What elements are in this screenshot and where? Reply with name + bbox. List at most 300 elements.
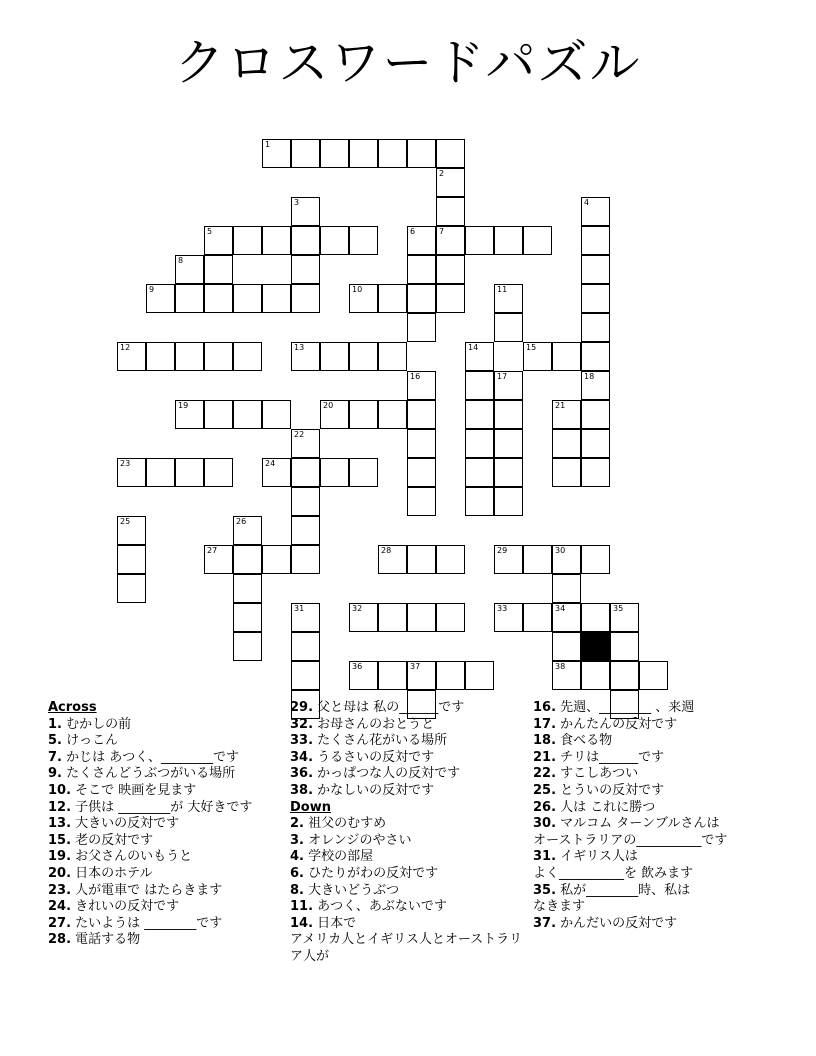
grid-cell[interactable] bbox=[581, 429, 610, 458]
grid-cell[interactable] bbox=[262, 458, 291, 487]
grid-cell[interactable] bbox=[494, 226, 523, 255]
clue-text: うるさいの反対です bbox=[313, 749, 435, 765]
clue-number: 1 bbox=[265, 140, 271, 149]
grid-cell[interactable] bbox=[494, 429, 523, 458]
clue-item bbox=[48, 717, 284, 734]
clue-text: 父と母は 私の______です bbox=[313, 700, 465, 715]
grid-cell[interactable] bbox=[407, 255, 436, 284]
grid-cell[interactable] bbox=[233, 516, 262, 545]
clue-number: 19 bbox=[178, 401, 189, 410]
across-clue-list bbox=[48, 717, 284, 949]
grid-cell[interactable] bbox=[291, 661, 320, 690]
clue-number: 10 bbox=[352, 285, 363, 294]
clue-item bbox=[533, 783, 773, 800]
clue-number: 22. bbox=[533, 766, 557, 782]
grid-cell[interactable] bbox=[552, 603, 581, 632]
clue-text: ひたりがわの反対です bbox=[303, 865, 439, 881]
grid-cell[interactable] bbox=[117, 458, 146, 487]
clue-number: 9 bbox=[149, 285, 155, 294]
grid-cell[interactable] bbox=[494, 400, 523, 429]
grid-cell[interactable] bbox=[349, 226, 378, 255]
grid-cell[interactable] bbox=[175, 458, 204, 487]
clue-item bbox=[290, 700, 528, 717]
grid-cell[interactable] bbox=[291, 226, 320, 255]
grid-cell[interactable] bbox=[523, 545, 552, 574]
clue-text: かなしいの反対です bbox=[313, 782, 435, 798]
clue-item bbox=[48, 866, 284, 883]
clue-text: 学校の部屋 bbox=[303, 849, 374, 865]
grid-cell[interactable] bbox=[494, 603, 523, 632]
clue-item bbox=[533, 816, 773, 849]
clue-number: 30 bbox=[555, 546, 566, 555]
grid-cell[interactable] bbox=[117, 545, 146, 574]
clue-number: 28 bbox=[381, 546, 392, 555]
grid-cell[interactable] bbox=[552, 342, 581, 371]
grid-cell[interactable] bbox=[581, 197, 610, 226]
clue-number: 35 bbox=[613, 604, 624, 613]
clue-number: 13. bbox=[48, 816, 72, 832]
grid-cell[interactable] bbox=[436, 255, 465, 284]
clue-item bbox=[533, 750, 773, 767]
clue-text: とういの反対です bbox=[556, 782, 665, 798]
grid-cell[interactable] bbox=[407, 545, 436, 574]
grid-cell[interactable] bbox=[407, 487, 436, 516]
clue-number: 2. bbox=[290, 816, 304, 832]
grid-cell[interactable] bbox=[610, 632, 639, 661]
grid-cell[interactable] bbox=[349, 603, 378, 632]
grid-cell[interactable] bbox=[175, 400, 204, 429]
grid-cell[interactable] bbox=[233, 574, 262, 603]
grid-cell[interactable] bbox=[175, 342, 204, 371]
clue-item bbox=[290, 766, 528, 783]
clue-text: 老の反対です bbox=[71, 832, 154, 848]
grid-cell[interactable] bbox=[146, 458, 175, 487]
grid-cell[interactable] bbox=[581, 603, 610, 632]
clue-text: かじは あつく、________です bbox=[61, 749, 239, 765]
grid-cell[interactable] bbox=[436, 603, 465, 632]
grid-cell[interactable] bbox=[320, 400, 349, 429]
grid-cell[interactable] bbox=[291, 139, 320, 168]
clue-number: 21 bbox=[555, 401, 566, 410]
grid-cell[interactable] bbox=[204, 458, 233, 487]
grid-cell[interactable] bbox=[610, 603, 639, 632]
grid-cell[interactable] bbox=[204, 226, 233, 255]
grid-cell[interactable] bbox=[291, 197, 320, 226]
grid-cell[interactable] bbox=[320, 458, 349, 487]
clue-number: 29. bbox=[290, 700, 314, 715]
grid-cell[interactable] bbox=[407, 139, 436, 168]
clue-text: たくさん花がいる場所 bbox=[313, 733, 448, 749]
clue-item bbox=[48, 849, 284, 866]
grid-cell[interactable] bbox=[407, 429, 436, 458]
grid-cell[interactable] bbox=[494, 284, 523, 313]
grid-cell[interactable] bbox=[552, 400, 581, 429]
clue-number: 14 bbox=[468, 343, 479, 352]
grid-cell[interactable] bbox=[407, 284, 436, 313]
clue-number: 32 bbox=[352, 604, 363, 613]
grid-cell[interactable] bbox=[291, 487, 320, 516]
clue-text: イギリス人は よく__________を 飲みます bbox=[533, 849, 694, 881]
grid-cell[interactable] bbox=[436, 661, 465, 690]
clue-number: 28. bbox=[48, 932, 72, 948]
clue-text: チリは______です bbox=[556, 749, 665, 765]
grid-cell[interactable] bbox=[233, 342, 262, 371]
clue-item bbox=[533, 800, 773, 817]
grid-cell[interactable] bbox=[204, 284, 233, 313]
grid-cell[interactable] bbox=[378, 545, 407, 574]
clue-item bbox=[533, 733, 773, 750]
grid-cell[interactable] bbox=[407, 400, 436, 429]
grid-cell[interactable] bbox=[320, 139, 349, 168]
grid-cell[interactable] bbox=[262, 284, 291, 313]
grid-cell[interactable] bbox=[117, 574, 146, 603]
grid-cell[interactable] bbox=[494, 371, 523, 400]
clue-number: 15 bbox=[526, 343, 537, 352]
clue-number: 13 bbox=[294, 343, 305, 352]
grid-cell[interactable] bbox=[320, 226, 349, 255]
clue-number: 36. bbox=[290, 766, 314, 782]
across-heading: Across bbox=[48, 700, 97, 715]
grid-cell[interactable] bbox=[117, 516, 146, 545]
clues-column-1 bbox=[48, 700, 284, 949]
clue-number: 38 bbox=[555, 662, 566, 671]
grid-cell[interactable] bbox=[204, 342, 233, 371]
clue-number: 25 bbox=[120, 517, 131, 526]
grid-cell[interactable] bbox=[465, 458, 494, 487]
clue-text: 祖父のむすめ bbox=[303, 816, 387, 832]
grid-cell[interactable] bbox=[378, 284, 407, 313]
clue-item bbox=[290, 883, 528, 900]
grid-cell[interactable] bbox=[204, 255, 233, 284]
clue-text: 子供は ________が 大好きです bbox=[71, 799, 253, 815]
clue-number: 11. bbox=[290, 899, 314, 915]
grid-cell[interactable] bbox=[291, 429, 320, 458]
clue-item bbox=[290, 750, 528, 767]
grid-cell[interactable] bbox=[436, 226, 465, 255]
clue-text: あつく、あぶないです bbox=[313, 899, 447, 915]
across-clue-list-continued bbox=[290, 700, 528, 800]
grid-cell[interactable] bbox=[639, 661, 668, 690]
grid-cell[interactable] bbox=[291, 632, 320, 661]
clue-item bbox=[533, 916, 773, 933]
clue-number: 18. bbox=[533, 733, 557, 749]
grid-cell[interactable] bbox=[146, 342, 175, 371]
grid-cell[interactable] bbox=[610, 661, 639, 690]
clue-number: 34. bbox=[290, 749, 314, 765]
clue-text: 先週、________ 、来週 bbox=[556, 700, 695, 715]
clue-number: 36 bbox=[352, 662, 363, 671]
grid-cell[interactable] bbox=[552, 429, 581, 458]
clue-item bbox=[290, 783, 528, 800]
grid-cell[interactable] bbox=[552, 661, 581, 690]
clue-number: 15. bbox=[48, 832, 72, 848]
grid-cell[interactable] bbox=[291, 255, 320, 284]
grid-cell[interactable] bbox=[378, 400, 407, 429]
clue-number: 16 bbox=[410, 372, 421, 381]
clue-item bbox=[48, 750, 284, 767]
grid-cell[interactable] bbox=[581, 284, 610, 313]
grid-cell[interactable] bbox=[233, 226, 262, 255]
clue-item bbox=[48, 816, 284, 833]
clue-number: 21. bbox=[533, 749, 557, 765]
grid-cell[interactable] bbox=[407, 458, 436, 487]
clue-item bbox=[48, 883, 284, 900]
down-clue-list bbox=[290, 816, 528, 965]
clue-text: お母さんのおとうと bbox=[313, 716, 435, 732]
grid-cell[interactable] bbox=[581, 255, 610, 284]
grid-cell[interactable] bbox=[407, 661, 436, 690]
clue-text: 日本のホテル bbox=[71, 865, 153, 881]
clue-text: けっこん bbox=[61, 733, 119, 749]
grid-cell[interactable] bbox=[465, 429, 494, 458]
grid-cell[interactable] bbox=[349, 400, 378, 429]
grid-cell[interactable] bbox=[291, 284, 320, 313]
grid-cell[interactable] bbox=[407, 371, 436, 400]
black-cell bbox=[581, 632, 610, 661]
clues-column-3 bbox=[533, 700, 773, 932]
grid-cell[interactable] bbox=[262, 400, 291, 429]
grid-cell[interactable] bbox=[117, 342, 146, 371]
clue-item bbox=[48, 733, 284, 750]
grid-cell[interactable] bbox=[494, 313, 523, 342]
grid-cell[interactable] bbox=[581, 400, 610, 429]
clue-item bbox=[48, 833, 284, 850]
clue-text: 大きいの反対です bbox=[71, 816, 180, 832]
grid-cell[interactable] bbox=[291, 545, 320, 574]
grid-cell[interactable] bbox=[581, 458, 610, 487]
grid-cell[interactable] bbox=[378, 661, 407, 690]
clue-item bbox=[48, 766, 284, 783]
grid-cell[interactable] bbox=[233, 545, 262, 574]
clue-item bbox=[533, 849, 773, 882]
clue-item bbox=[290, 833, 528, 850]
clue-item bbox=[533, 766, 773, 783]
grid-cell[interactable] bbox=[378, 603, 407, 632]
grid-cell[interactable] bbox=[581, 342, 610, 371]
grid-cell[interactable] bbox=[581, 661, 610, 690]
grid-cell[interactable] bbox=[436, 139, 465, 168]
down-clue-list-continued bbox=[533, 700, 773, 932]
clues-column-2 bbox=[290, 700, 528, 966]
clue-number: 29 bbox=[497, 546, 508, 555]
grid-cell[interactable] bbox=[407, 226, 436, 255]
clue-text: 人が電車で はたらきます bbox=[71, 882, 223, 898]
clue-number: 16. bbox=[533, 700, 557, 715]
clue-number: 32. bbox=[290, 716, 314, 732]
grid-cell[interactable] bbox=[465, 226, 494, 255]
page-title: クロスワードパズル bbox=[174, 34, 642, 92]
clue-text: かんだいの反対です bbox=[556, 915, 678, 931]
grid-cell[interactable] bbox=[494, 545, 523, 574]
clue-number: 20 bbox=[323, 401, 334, 410]
clue-item bbox=[290, 899, 528, 916]
grid-cell[interactable] bbox=[204, 545, 233, 574]
grid-cell[interactable] bbox=[262, 139, 291, 168]
clue-text: かっぱつな人の反対です bbox=[313, 766, 461, 782]
clue-number: 9. bbox=[48, 766, 62, 782]
clue-number: 24. bbox=[48, 899, 72, 915]
clue-text: お父さんのいもうと bbox=[71, 849, 193, 865]
grid-cell[interactable] bbox=[552, 545, 581, 574]
clue-item bbox=[290, 717, 528, 734]
clue-item bbox=[48, 899, 284, 916]
grid-cell[interactable] bbox=[175, 284, 204, 313]
clue-number: 20. bbox=[48, 865, 72, 881]
clue-number: 17 bbox=[497, 372, 508, 381]
grid-cell[interactable] bbox=[436, 168, 465, 197]
clue-number: 26. bbox=[533, 799, 557, 815]
clue-number: 34 bbox=[555, 604, 566, 613]
clue-number: 31 bbox=[294, 604, 305, 613]
clue-text: むかしの前 bbox=[61, 716, 132, 732]
grid-cell[interactable] bbox=[552, 458, 581, 487]
clue-number: 4 bbox=[584, 198, 590, 207]
clue-number: 2 bbox=[439, 169, 445, 178]
grid-cell[interactable] bbox=[552, 632, 581, 661]
clue-number: 8 bbox=[178, 256, 184, 265]
clue-number: 26 bbox=[236, 517, 247, 526]
clue-item bbox=[48, 800, 284, 817]
clue-number: 37. bbox=[533, 915, 557, 931]
grid-cell[interactable] bbox=[436, 545, 465, 574]
clue-number: 8. bbox=[290, 882, 304, 898]
grid-cell[interactable] bbox=[291, 603, 320, 632]
clue-number: 3. bbox=[290, 832, 304, 848]
grid-cell[interactable] bbox=[407, 603, 436, 632]
clue-text: 私が________時、私は なきます bbox=[533, 882, 691, 915]
clue-number: 10. bbox=[48, 782, 72, 798]
grid-cell[interactable] bbox=[349, 342, 378, 371]
grid-cell[interactable] bbox=[291, 342, 320, 371]
clue-number: 3 bbox=[294, 198, 300, 207]
clue-number: 6 bbox=[410, 227, 416, 236]
clue-number: 24 bbox=[265, 459, 276, 468]
grid-cell[interactable] bbox=[349, 661, 378, 690]
clue-number: 38. bbox=[290, 782, 314, 798]
grid-cell[interactable] bbox=[204, 400, 233, 429]
grid-cell[interactable] bbox=[175, 255, 204, 284]
clue-text: 食べる物 bbox=[556, 733, 613, 749]
grid-cell[interactable] bbox=[291, 516, 320, 545]
grid-cell[interactable] bbox=[349, 284, 378, 313]
clue-number: 23 bbox=[120, 459, 131, 468]
clue-number: 27 bbox=[207, 546, 218, 555]
clue-text: すこしあつい bbox=[556, 766, 639, 782]
grid-cell[interactable] bbox=[465, 400, 494, 429]
grid-cell[interactable] bbox=[494, 487, 523, 516]
grid-cell[interactable] bbox=[581, 313, 610, 342]
grid-cell[interactable] bbox=[291, 458, 320, 487]
grid-cell[interactable] bbox=[581, 371, 610, 400]
grid-cell[interactable] bbox=[378, 139, 407, 168]
clue-number: 7 bbox=[439, 227, 445, 236]
grid-cell[interactable] bbox=[378, 342, 407, 371]
grid-cell[interactable] bbox=[523, 342, 552, 371]
grid-cell[interactable] bbox=[320, 342, 349, 371]
clue-number: 31. bbox=[533, 849, 557, 865]
grid-cell[interactable] bbox=[465, 371, 494, 400]
clue-text: マルコム ターンブルさんは オーストラリアの__________です bbox=[533, 816, 728, 848]
clue-number: 4. bbox=[290, 849, 304, 865]
clue-text: 日本で アメリカ人とイギリス人とオーストラリア人が bbox=[290, 915, 523, 964]
grid-cell[interactable] bbox=[465, 661, 494, 690]
clue-text: 人は これに勝つ bbox=[556, 799, 656, 815]
clue-number: 6. bbox=[290, 865, 304, 881]
grid-cell[interactable] bbox=[262, 545, 291, 574]
clue-number: 5 bbox=[207, 227, 213, 236]
grid-cell[interactable] bbox=[233, 603, 262, 632]
grid-cell[interactable] bbox=[523, 603, 552, 632]
clue-number: 27. bbox=[48, 915, 72, 931]
grid-cell[interactable] bbox=[436, 197, 465, 226]
clue-number: 7. bbox=[48, 749, 62, 765]
grid-cell[interactable] bbox=[349, 139, 378, 168]
clue-number: 33 bbox=[497, 604, 508, 613]
clue-number: 1. bbox=[48, 716, 62, 732]
clue-text: 大きいどうぶつ bbox=[303, 882, 400, 898]
clue-number: 18 bbox=[584, 372, 595, 381]
grid-cell[interactable] bbox=[494, 458, 523, 487]
clue-number: 14. bbox=[290, 915, 314, 931]
clue-item bbox=[290, 866, 528, 883]
clue-number: 19. bbox=[48, 849, 72, 865]
clue-number: 12. bbox=[48, 799, 72, 815]
clue-item bbox=[290, 916, 528, 966]
grid-cell[interactable] bbox=[349, 458, 378, 487]
grid-cell[interactable] bbox=[581, 226, 610, 255]
clue-number: 30. bbox=[533, 816, 557, 832]
grid-cell[interactable] bbox=[233, 400, 262, 429]
clue-item bbox=[290, 733, 528, 750]
clue-item bbox=[290, 849, 528, 866]
grid-cell[interactable] bbox=[407, 313, 436, 342]
clue-number: 35. bbox=[533, 882, 557, 898]
clue-number: 17. bbox=[533, 716, 557, 732]
clue-item bbox=[48, 783, 284, 800]
clue-number: 12 bbox=[120, 343, 131, 352]
clue-number: 37 bbox=[410, 662, 421, 671]
grid-cell[interactable] bbox=[436, 284, 465, 313]
grid-cell[interactable] bbox=[552, 574, 581, 603]
clue-text: かんたんの反対です bbox=[556, 716, 678, 732]
clue-item bbox=[533, 717, 773, 734]
grid-cell[interactable] bbox=[465, 487, 494, 516]
clue-number: 22 bbox=[294, 430, 305, 439]
grid-cell[interactable] bbox=[465, 342, 494, 371]
grid-cell[interactable] bbox=[233, 632, 262, 661]
clue-item bbox=[48, 916, 284, 933]
clue-text: きれいの反対です bbox=[71, 899, 180, 915]
clue-text: たくさんどうぶつがいる場所 bbox=[61, 766, 236, 782]
clue-item bbox=[533, 883, 773, 916]
grid-cell[interactable] bbox=[146, 284, 175, 313]
clue-text: たいようは ________です bbox=[71, 915, 223, 931]
grid-cell[interactable] bbox=[233, 284, 262, 313]
clue-number: 33. bbox=[290, 733, 314, 749]
grid-cell[interactable] bbox=[262, 226, 291, 255]
clue-item bbox=[290, 816, 528, 833]
clue-number: 25. bbox=[533, 782, 557, 798]
down-heading: Down bbox=[290, 799, 331, 815]
clue-text: 電話する物 bbox=[71, 932, 141, 948]
clue-number: 11 bbox=[497, 285, 508, 294]
clue-number: 23. bbox=[48, 882, 72, 898]
grid-cell[interactable] bbox=[523, 226, 552, 255]
clue-item bbox=[533, 700, 773, 717]
grid-cell[interactable] bbox=[581, 545, 610, 574]
clue-item bbox=[48, 932, 284, 949]
clue-text: オレンジのやさい bbox=[303, 832, 412, 848]
